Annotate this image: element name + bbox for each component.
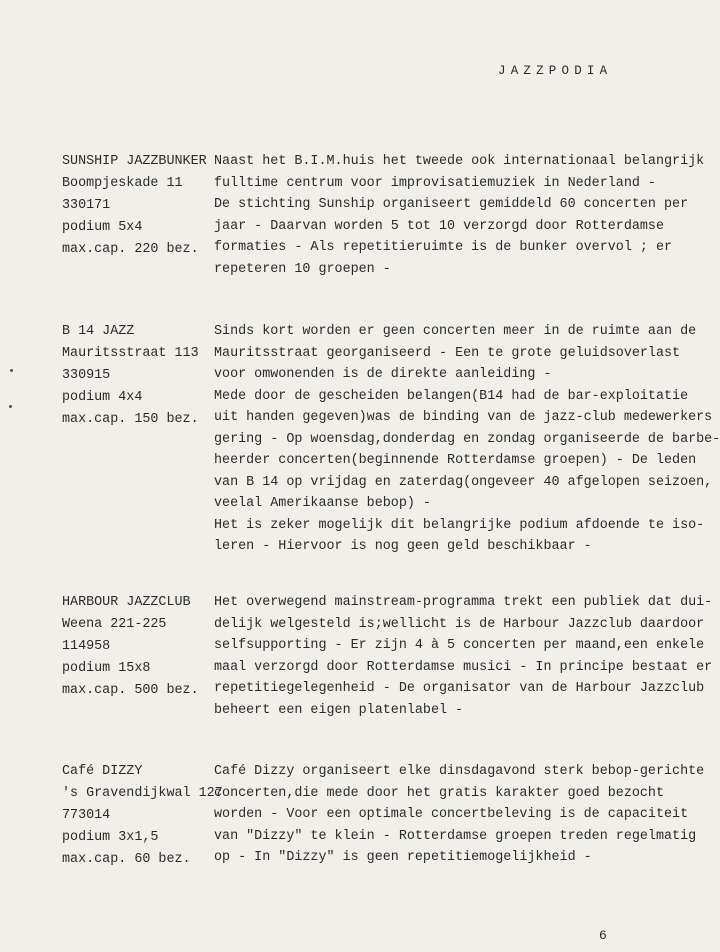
description-line: maal verzorgd door Rotterdamse musici - In principe bestaat er — [214, 659, 713, 675]
paper-speck — [9, 405, 12, 408]
description-line: beheert een eigen platenlabel - — [214, 702, 464, 718]
venue-phone: 330915 — [62, 368, 111, 383]
description-line: veelal Amerikaanse bebop) - — [214, 496, 431, 511]
description-line: gering - Op woensdag,donderdag en zondag organiseerde de barbe- — [214, 431, 720, 447]
description-line: Het overwegend mainstream-programma trekt een publiek dat dui- — [214, 595, 713, 610]
venue-description — [214, 761, 705, 869]
venue-podium-size: podium 3x1,5 — [62, 830, 159, 845]
venue-description — [214, 151, 705, 280]
description-line: Naast het B.I.M.huis het tweede ook internationaal belangrijk — [214, 154, 705, 169]
venue-address: Weena 221-225 — [62, 617, 167, 632]
description-line: voor omwonenden is de direkte aanleiding - — [214, 367, 552, 382]
venue-details — [62, 592, 212, 702]
venue-address: Mauritsstraat 113 — [62, 346, 199, 361]
description-line: De stichting Sunship organiseert gemiddeld 60 concerten per — [214, 197, 689, 212]
page-number: 6 — [599, 928, 607, 943]
venue-details — [62, 151, 212, 261]
venue-phone: 773014 — [62, 808, 111, 823]
venue-details — [62, 321, 212, 431]
venue-name: HARBOUR JAZZCLUB — [62, 595, 191, 610]
description-line: worden - Voor een optimale concertbeleving is de capaciteit — [214, 807, 689, 822]
description-line: repeteren 10 groepen - — [214, 261, 391, 277]
description-line: leren - Hiervoor is nog geen geld beschikbaar - — [214, 539, 592, 554]
description-line: delijk welgesteld is;wellicht is de Harbour Jazzclub daardoor — [214, 616, 705, 632]
description-line: formaties - Als repetitieruimte is de bunker overvol ; er — [214, 240, 673, 255]
description-line: fulltime centrum voor improvisatiemuziek in Nederland - — [214, 175, 656, 191]
venue-name: B 14 JAZZ — [62, 324, 135, 339]
description-line: Mede door de gescheiden belangen(B14 had de bar-exploitatie — [214, 388, 689, 404]
venue-address: Boompjeskade 11 — [62, 176, 183, 191]
description-line: selfsupporting - Er zijn 4 à 5 concerten per maand,een enkele — [214, 638, 705, 653]
venue-name: Café DIZZY — [62, 764, 143, 779]
section-title: JAZZPODIA — [498, 64, 613, 78]
paper-speck — [10, 369, 13, 372]
venue-phone: 330171 — [62, 198, 111, 213]
venue-description — [214, 592, 713, 721]
description-line: Mauritsstraat georganiseerd - Een te grote geluidsoverlast — [214, 345, 681, 361]
description-line: repetitiegelegenheid - De organisator van de Harbour Jazzclub — [214, 681, 705, 696]
venue-podium-size: podium 15x8 — [62, 661, 151, 676]
description-line: jaar - Daarvan worden 5 tot 10 verzorgd door Rotterdamse — [214, 218, 664, 234]
description-line: Sinds kort worden er geen concerten meer in de ruimte aan de — [214, 324, 697, 339]
venue-podium-size: podium 4x4 — [62, 390, 143, 405]
venue-capacity: max.cap. 60 bez. — [62, 852, 191, 867]
description-line: heerder concerten(beginnende Rotterdamse groepen) - De leden — [214, 453, 697, 468]
venue-capacity: max.cap. 150 bez. — [62, 412, 199, 427]
venue-podium-size: podium 5x4 — [62, 220, 143, 235]
description-line: Het is zeker mogelijk dit belangrijke podium afdoende te iso- — [214, 517, 705, 533]
venue-capacity: max.cap. 220 bez. — [62, 242, 199, 257]
venue-capacity: max.cap. 500 bez. — [62, 683, 199, 698]
description-line: van B 14 op vrijdag en zaterdag(ongeveer 40 afgelopen seizoen, — [214, 474, 713, 490]
venue-phone: 114958 — [62, 639, 111, 654]
description-line: uit handen gegeven)was de binding van de jazz-club medewerkers — [214, 410, 713, 425]
venue-description — [214, 321, 720, 558]
description-line: Café Dizzy organiseert elke dinsdagavond sterk bebop-gerichte — [214, 764, 705, 779]
venue-name: SUNSHIP JAZZBUNKER — [62, 154, 207, 169]
description-line: concerten,die mede door het gratis karakter goed bezocht — [214, 785, 664, 801]
description-line: van "Dizzy" te klein - Rotterdamse groepen treden regelmatig — [214, 828, 697, 844]
venue-details — [62, 761, 223, 871]
description-line: op - In "Dizzy" is geen repetitiemogelijkheid - — [214, 850, 592, 865]
venue-address: 's Gravendijkwal 127 — [62, 786, 223, 801]
